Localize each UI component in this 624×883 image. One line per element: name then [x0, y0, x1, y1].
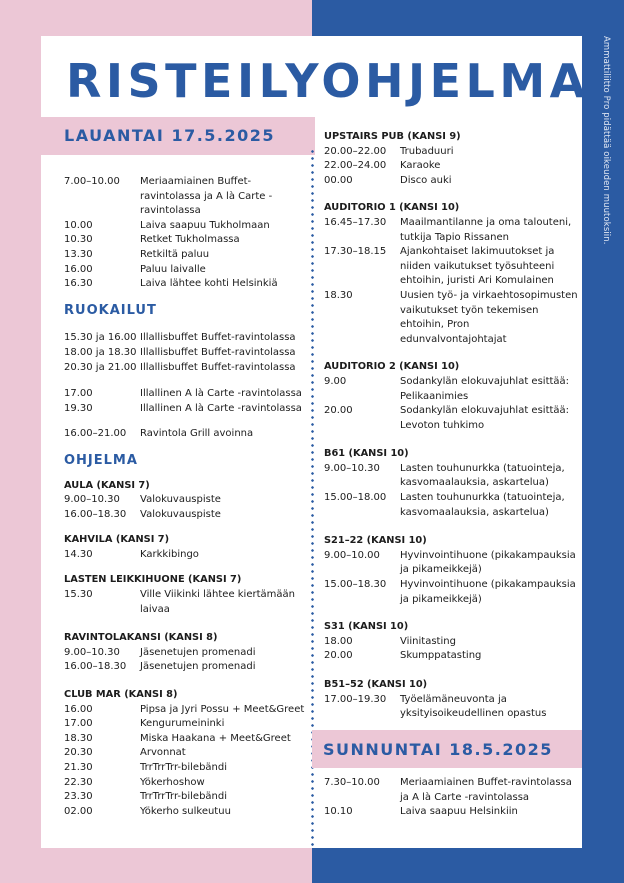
saturday-heading: LAUANTAI 17.5.2025 [64, 126, 276, 145]
meals-list-3 [64, 427, 309, 442]
event-description: Karkkibingo [140, 548, 199, 560]
venue-block [324, 678, 579, 722]
event-description: TrrTrrTrr-bilebändi [140, 762, 228, 773]
schedule-row [64, 717, 309, 732]
event-time: 18.00 ja 18.30 [64, 346, 137, 358]
venue-block [324, 534, 579, 607]
schedule-row [324, 216, 579, 245]
event-time: 16.45–17.30 [324, 216, 387, 228]
event-description: Disco auki [400, 174, 452, 186]
event-description: Jäsenetujen promenadi [140, 646, 256, 658]
venue-heading: AULA (KANSI 7) [64, 479, 150, 491]
schedule-row [64, 588, 309, 617]
event-description: Meriaamiainen Buffet-ravintolassa ja A là Carte -ravintolassa [400, 777, 572, 803]
event-description: Valokuvauspiste [140, 494, 221, 506]
schedule-row [64, 346, 309, 361]
venue-block [64, 533, 309, 562]
event-time: 20.00 [324, 405, 353, 417]
schedule-row [64, 790, 309, 805]
event-time: 7.30–10.00 [324, 777, 380, 788]
event-time: 9.00–10.30 [64, 646, 120, 658]
event-time: 17.30–18.15 [324, 246, 387, 258]
event-time: 21.30 [64, 762, 93, 773]
event-time: 9.00–10.30 [324, 462, 380, 474]
event-time: 20.30 ja 21.00 [64, 361, 137, 373]
schedule-row [64, 746, 309, 761]
event-description: Karaoke [400, 160, 441, 172]
event-description: Työelämäneuvonta ja yksityisoikeudellinen opastus [400, 693, 547, 720]
schedule-row [64, 277, 309, 292]
event-description: Arvonnat [140, 747, 186, 759]
venue-heading: S31 (KANSI 10) [324, 621, 409, 633]
schedule-row [64, 508, 309, 523]
event-description: Hyvinvointihuone (pikakampauksia ja pikameikkejä) [400, 549, 576, 576]
schedule-row [324, 375, 579, 404]
schedule-row [324, 174, 579, 189]
event-description: Sodankylän elokuvajuhlat esittää: Pelikaanimies [400, 375, 570, 402]
event-time: 10.30 [64, 234, 93, 246]
schedule-row [324, 549, 579, 578]
event-time: 16.00 [64, 703, 93, 715]
event-time: 18.30 [64, 732, 93, 744]
venue-block [64, 573, 309, 617]
event-time: 16.00–18.30 [64, 661, 127, 673]
event-description: Laiva lähtee kohti Helsinkiä [140, 278, 278, 290]
sunday-band [312, 730, 582, 768]
event-description: Illallisbuffet Buffet-ravintolassa [140, 332, 296, 344]
event-time: 20.00 [324, 650, 353, 662]
event-description: Illallisbuffet Buffet-ravintolassa [140, 346, 296, 358]
event-time: 9.00–10.00 [324, 549, 380, 561]
meals-heading: RUOKAILUT [64, 302, 157, 318]
schedule-row [64, 248, 309, 263]
venue-block [64, 631, 309, 675]
venue-heading: S21–22 (KANSI 10) [324, 535, 427, 547]
schedule-row [324, 693, 579, 722]
schedule-row [64, 646, 309, 661]
sunday-column [324, 776, 579, 820]
event-time: 17.00 [64, 388, 93, 400]
event-description: Illallinen A là Carte -ravintolassa [140, 388, 302, 400]
event-time: 23.30 [64, 791, 93, 803]
event-time: 17.00–19.30 [324, 693, 387, 705]
event-time: 22.00–24.00 [324, 160, 387, 172]
venue-block [324, 130, 579, 188]
schedule-row [64, 805, 309, 820]
schedule-row [324, 649, 579, 664]
schedule-row [64, 361, 309, 376]
venue-block [324, 201, 579, 347]
event-description: Retket Tukholmassa [140, 234, 240, 246]
event-time: 16.00–21.00 [64, 428, 127, 440]
event-description: Trubaduuri [400, 145, 454, 157]
event-time: 02.00 [64, 805, 93, 817]
schedule-row [64, 493, 309, 508]
schedule-row [64, 548, 309, 563]
saturday-band [41, 117, 315, 155]
event-description: Retkiltä paluu [140, 248, 210, 260]
schedule-row [324, 635, 579, 650]
venue-block [64, 688, 309, 819]
event-time: 10.00 [64, 219, 93, 231]
event-time: 22.30 [64, 776, 93, 788]
event-description: Meriaamiainen Buffet-ravintolassa ja A là Carte -ravintolassa [140, 176, 273, 217]
schedule-row [324, 289, 579, 347]
schedule-row [64, 402, 309, 417]
event-description: Jäsenetujen promenadi [140, 661, 256, 673]
schedule-row [64, 387, 309, 402]
venue-heading: B61 (KANSI 10) [324, 448, 409, 460]
event-description: Laiva saapuu Tukholmaan [140, 219, 270, 231]
event-time: 15.00–18.00 [324, 492, 387, 504]
event-description: Hyvinvointihuone (pikakampauksia ja pikameikkejä) [400, 579, 576, 605]
venue-block [324, 620, 579, 664]
event-description: Sodankylän elokuvajuhlat esittää: Levoton tuhkimo [400, 405, 570, 431]
event-description: Laiva saapuu Helsinkiin [400, 806, 518, 818]
schedule-row [64, 175, 309, 219]
venue-heading: CLUB MAR (KANSI 8) [64, 689, 178, 701]
venue-heading: LASTEN LEIKKIHUONE (KANSI 7) [64, 574, 242, 586]
event-description: Yökerho sulkeutuu [140, 805, 231, 817]
event-time: 20.30 [64, 747, 93, 759]
venue-block [324, 360, 579, 433]
event-description: Skumppatasting [400, 650, 482, 662]
meals-list-2 [64, 387, 309, 416]
event-time: 10.10 [324, 806, 353, 818]
event-description: Uusien työ- ja virkaehtosopimusten vaikutukset työn tekemisen ehtoihin, Pron edunvalvontajohtajat [400, 289, 578, 345]
program-heading: OHJELMA [64, 452, 138, 468]
right-column [324, 130, 579, 722]
event-time: 16.00–18.30 [64, 508, 127, 520]
schedule-row [324, 159, 579, 174]
schedule-row [324, 776, 579, 805]
event-description: Maailmantilanne ja oma talouteni, tutkija Tapio Rissanen [400, 216, 572, 243]
event-description: Ajankohtaiset lakimuutokset ja niiden vaikutukset työsuhteeni ehtoihin, juristi Ari Komulainen [400, 246, 555, 287]
event-time: 19.30 [64, 402, 93, 414]
event-description: Viinitasting [400, 635, 456, 647]
sunday-heading: SUNNUNTAI 18.5.2025 [323, 740, 553, 759]
event-description: TrrTrrTrr-bilebändi [140, 791, 228, 803]
event-description: Illallinen A là Carte -ravintolassa [140, 402, 302, 414]
side-note: Ammattiliitto Pro pidättää oikeuden muutoksiin. [601, 36, 611, 245]
program-left [64, 479, 309, 820]
schedule-row [324, 404, 579, 433]
event-time: 14.30 [64, 548, 93, 560]
schedule-row [324, 245, 579, 289]
venue-heading: RAVINTOLAKANSI (KANSI 8) [64, 632, 218, 644]
schedule-row [324, 578, 579, 607]
event-description: Lasten touhunurkka (tatuointeja, kasvomaalauksia, askartelua) [400, 492, 565, 518]
meals-list-1 [64, 331, 309, 375]
event-description: Ville Viikinki lähtee kiertämään laivaa [140, 589, 295, 615]
sunday-schedule [324, 776, 579, 820]
schedule-row [324, 145, 579, 160]
event-time: 9.00 [324, 375, 347, 387]
schedule-row [324, 491, 579, 520]
event-time: 00.00 [324, 174, 353, 186]
schedule-row [64, 703, 309, 718]
event-time: 13.30 [64, 248, 93, 260]
footer-strip-right [312, 848, 624, 883]
event-time: 18.00 [324, 635, 353, 647]
venue-heading: KAHVILA (KANSI 7) [64, 534, 170, 546]
page-title: RISTEILYOHJELMA [66, 54, 590, 108]
left-column [64, 175, 309, 819]
schedule-row [64, 263, 309, 278]
venue-heading: AUDITORIO 2 (KANSI 10) [324, 361, 460, 373]
event-time: 16.30 [64, 278, 93, 290]
footer-strip-left [0, 848, 312, 883]
event-description: Miska Haakana + Meet&Greet [140, 732, 291, 744]
venue-block [324, 447, 579, 520]
event-time: 16.00 [64, 263, 93, 275]
schedule-row [64, 331, 309, 346]
schedule-row [64, 233, 309, 248]
event-time: 15.00–18.30 [324, 579, 387, 591]
event-description: Yökerhoshow [140, 776, 205, 788]
event-time: 15.30 [64, 589, 93, 601]
program-right [324, 130, 579, 722]
event-time: 9.00–10.30 [64, 494, 120, 506]
schedule-row [64, 732, 309, 747]
schedule-row [64, 427, 309, 442]
event-description: Valokuvauspiste [140, 508, 221, 520]
schedule-row [64, 660, 309, 675]
event-time: 15.30 ja 16.00 [64, 332, 137, 344]
schedule-row [64, 761, 309, 776]
event-description: Ravintola Grill avoinna [140, 428, 254, 440]
venue-heading: AUDITORIO 1 (KANSI 10) [324, 202, 460, 214]
event-time: 17.00 [64, 718, 93, 730]
event-description: Lasten touhunurkka (tatuointeja, kasvomaalauksia, askartelua) [400, 462, 565, 489]
schedule-row [64, 776, 309, 791]
event-time: 20.00–22.00 [324, 145, 387, 157]
schedule-row [324, 462, 579, 491]
event-description: Paluu laivalle [140, 263, 206, 275]
event-description: Pipsa ja Jyri Possu + Meet&Greet [140, 703, 305, 715]
event-time: 18.30 [324, 289, 353, 301]
event-description: Kengurumeininki [140, 718, 225, 730]
event-description: Illallisbuffet Buffet-ravintolassa [140, 361, 296, 373]
venue-block [64, 479, 309, 523]
schedule-row [64, 219, 309, 234]
schedule-row [324, 805, 579, 820]
saturday-schedule [64, 175, 309, 292]
event-time: 7.00–10.00 [64, 176, 120, 187]
venue-heading: UPSTAIRS PUB (KANSI 9) [324, 131, 461, 142]
venue-heading: B51–52 (KANSI 10) [324, 679, 428, 690]
